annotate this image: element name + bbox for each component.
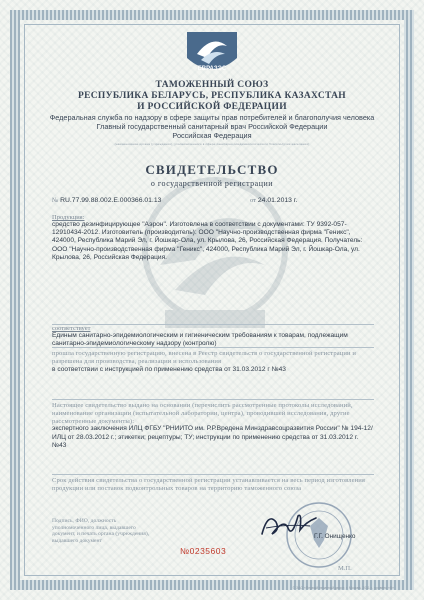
- compliance-label: соответствует: [52, 325, 91, 332]
- title-block: [40, 162, 384, 188]
- product-label: Продукция:: [52, 214, 85, 221]
- basis-intro: Настоящее свидетельство выдано на основании (перечислить рассмотренные протоколы исследований, наименование организации (испытательной лаборатории, центра), проводившей исследования, другие рассмотренные документы):: [52, 402, 353, 425]
- date-value: 24.01.2013 г.: [257, 197, 298, 204]
- service-line-3: Российская Федерация: [172, 131, 252, 140]
- basis-text: экспертного заключения ИЛЦ ФГБУ "РНИИТО им. Р.Р.Вредена Минздравсоцразвития России" № 194-12/ИЛЦ от 28.03.2012 г.; этикетки; рецептуры; ТУ; инструкции по применению средства от 31.03.2012 г. №43: [52, 425, 373, 449]
- product-text: средство дезинфицирующее "Аэрон". Изготовлена в соответствии с документами: ТУ 9392-057-12910434-2012. Изготовитель (производитель): ООО "Научно-производственная фирма "Геникс", 424000, Республика Марий Эл, г. Йошкар-Ола, ул. Крылова, 26, Российская Федерация. Получатель: ООО "Научно-производственная фирма "Геникс", 424000, Республика Марий Эл, г. Йошкар-Ола, ул. Крылова, 26, Российская Федерация.: [52, 221, 363, 261]
- signature-caption: Подпись, ФИО, должность уполномоченного лица, выдавшего документ, и печать органа (учреждения), выдавшего документ: [52, 518, 150, 544]
- issuer-header: [40, 80, 384, 140]
- validity-text: Срок действия свидетельства о государственной регистрации устанавливается на весь период изготовления продукции или поставок подконтрольных товаров на территорию таможенного союза: [52, 477, 366, 492]
- union-line-2: РЕСПУБЛИКА БЕЛАРУСЬ, РЕСПУБЛИКА КАЗАХСТАН: [77, 91, 346, 101]
- printer-footer: © ЗАО «Первый печатный двор», г. Москва, 2011 г., уровень «В»: [292, 586, 394, 590]
- date-label: от: [250, 197, 257, 204]
- document-title: СВИДЕТЕЛЬСТВО: [145, 162, 279, 177]
- union-line-3: И РОССИЙСКОЙ ФЕДЕРАЦИИ: [137, 102, 287, 112]
- service-line-1: Федеральная служба по надзору в сфере защиты прав потребителей и благополучия человека: [49, 113, 375, 122]
- signer-name: Г.Г. Онищенко: [314, 533, 356, 540]
- emblem-label: ЕВРАЗЭС: [197, 66, 227, 72]
- service-line-2: Главный государственный санитарный врач Российской Федерации: [96, 122, 328, 131]
- passed-text: прошла государственную регистрацию, внесена в Реестр свидетельств о государственной регистрации и разрешена для производства, реализации и использования: [52, 350, 357, 365]
- usage-text: в соответствии с инструкцией по применению средства от 31.03.2012 г №43: [52, 365, 286, 373]
- compliance-text: Единым санитарно-эпидемиологическим и гигиеническим требованиям к товарам, подлежащим санитарно-эпидемиологическому надзору (контролю): [52, 332, 348, 348]
- stamp-place-label: М.П.: [338, 565, 352, 572]
- registration-number: [52, 197, 161, 204]
- basis-section: [52, 399, 374, 450]
- passed-section: [52, 347, 374, 374]
- number-value: RU.77.99.88.002.Е.000366.01.13: [60, 197, 162, 204]
- number-label: №: [52, 197, 59, 204]
- serial-number: №0235603: [180, 546, 227, 556]
- document-subtitle: о государственной регистрации: [150, 179, 274, 188]
- issuer-caption: (наименование органа (учреждения), уполномоченного в сфере санитарно-эпидемиологического благополучия населения): [114, 142, 310, 146]
- handwritten-signature-icon: [258, 508, 320, 540]
- compliance-section: [52, 324, 374, 348]
- validity-section: [52, 474, 374, 493]
- registration-date: [250, 197, 297, 204]
- union-line-1: ТАМОЖЕННЫЙ СОЮЗ: [155, 80, 269, 90]
- product-section: [52, 214, 374, 262]
